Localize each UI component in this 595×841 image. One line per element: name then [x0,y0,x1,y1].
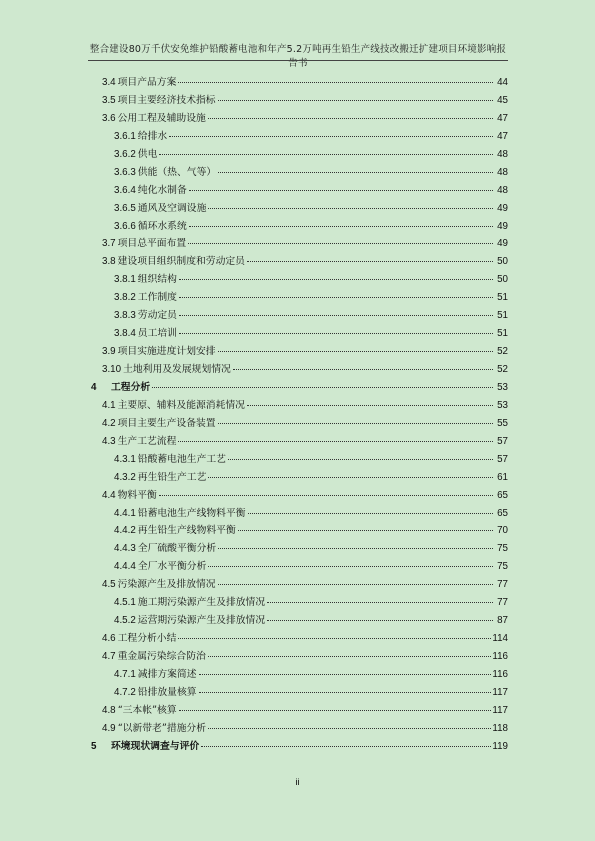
toc-entry-number: 4.3 [102,435,116,447]
table-of-contents [88,74,508,756]
toc-entry-title: 工程分析小结 [117,633,177,645]
toc-entry-number: 4.5 [102,579,116,591]
toc-entry-title: “三本帐”核算 [117,704,177,716]
toc-entry[interactable] [88,415,508,433]
toc-entry[interactable] [88,433,508,451]
toc-entry[interactable] [88,343,508,361]
dot-leader [218,100,493,101]
toc-entry-title: 土地利用及发展规划情况 [123,364,231,375]
toc-entry-number: 4.3.1 [114,453,136,465]
toc-entry-number: 3.9 [102,346,116,358]
dot-leader [248,513,493,514]
dot-leader [247,261,493,262]
toc-entry-number: 4.5.2 [114,615,136,627]
toc-entry-page: 75 [497,561,508,573]
toc-entry-title: 项目主要生产设备装置 [117,417,216,429]
toc-entry-title: 项目总平面布置 [117,238,187,250]
toc-entry[interactable] [88,379,508,397]
dot-leader [233,369,493,370]
toc-entry-page: 55 [497,417,508,429]
toc-entry-number: 4.5.1 [114,597,136,609]
toc-entry[interactable] [88,666,508,684]
toc-entry[interactable] [88,702,508,720]
dot-leader [208,477,493,478]
toc-entry-title: 工作制度 [137,292,177,304]
toc-entry-number: 3.8.3 [114,310,136,322]
toc-entry-title: 再生铅生产线物料平衡 [137,525,236,537]
toc-entry[interactable] [88,738,508,756]
dot-leader [199,674,492,675]
toc-entry-number: 3.8.4 [114,328,136,340]
toc-entry-number: 4.4.2 [114,525,136,537]
dot-leader [267,620,493,621]
dot-leader [159,154,493,155]
dot-leader [218,548,493,549]
toc-entry-title: 供能（热、气等） [137,166,217,178]
dot-leader [178,441,493,442]
running-header: 整合建设80万千伏安免维护铅酸蓄电池和年产5.2万吨再生铅生产线技改搬迁扩建项目环境影响报告书 [89,44,507,69]
toc-entry[interactable] [88,110,508,128]
dot-leader [188,243,493,244]
dot-leader [208,728,491,729]
toc-entry-number: 4.2 [102,417,116,429]
toc-entry[interactable] [88,74,508,92]
toc-entry-page: 48 [497,166,508,178]
toc-entry[interactable] [88,128,508,146]
dot-leader [208,656,492,657]
toc-entry-number: 4.1 [102,399,116,411]
toc-entry-page: 47 [497,130,508,142]
toc-entry-number: 4.8 [102,704,116,716]
toc-entry-title: 建设项目组织制度和劳动定员 [117,256,245,268]
toc-entry-number: 4.4.4 [114,561,136,573]
toc-entry-number: 4.9 [102,722,116,734]
dot-leader [247,405,493,406]
toc-entry-page: 49 [497,202,508,214]
toc-entry-page: 117 [492,704,508,716]
dot-leader [201,746,491,747]
toc-entry-number: 3.6.6 [114,220,136,232]
toc-entry[interactable] [88,648,508,666]
toc-entry-title: 循环水系统 [137,220,187,232]
toc-entry-title: 通风及空调设施 [137,202,207,214]
dot-leader [208,118,493,119]
toc-entry-number: 3.6.3 [114,166,136,178]
toc-entry[interactable] [88,307,508,325]
toc-entry-page: 116 [492,651,508,662]
toc-entry-title: 全厂硫酸平衡分析 [137,543,217,555]
toc-entry[interactable] [88,684,508,702]
dot-leader [238,530,493,531]
toc-entry[interactable] [88,92,508,110]
toc-entry-number: 3.8.1 [114,274,136,286]
toc-entry-number: 3.5 [102,94,116,106]
toc-entry-page: 48 [497,184,508,196]
toc-entry-number: 3.6 [102,112,116,124]
header-divider [88,60,508,61]
toc-entry-title: 物料平衡 [117,489,157,501]
toc-entry-title: 给排水 [137,130,168,142]
toc-entry-title: 组织结构 [137,274,177,286]
toc-entry[interactable] [88,720,508,738]
toc-entry-title: 项目实施进度计划安排 [117,346,216,358]
toc-entry-number: 4.6 [102,633,116,645]
toc-entry-title: 全厂水平衡分析 [137,561,207,573]
dot-leader [178,82,493,83]
toc-entry-page: 44 [497,77,508,88]
toc-entry[interactable] [88,235,508,253]
toc-entry-page: 57 [497,435,508,447]
toc-entry-number: 3.6.1 [114,130,136,142]
toc-entry-page: 57 [497,453,508,465]
dot-leader [179,333,493,334]
toc-entry-page: 65 [497,489,508,501]
dot-leader [179,315,493,316]
toc-entry[interactable] [88,289,508,307]
toc-entry-title: 主要原、辅料及能源消耗情况 [117,399,245,411]
toc-entry-page: 65 [497,507,508,519]
toc-entry-page: 70 [497,525,508,537]
toc-entry-page: 117 [492,686,508,698]
dot-leader [169,136,493,137]
toc-entry-number: 3.4 [102,77,116,88]
toc-entry[interactable] [88,522,508,540]
toc-entry-page: 51 [497,292,508,304]
toc-entry-number: 3.8 [102,256,116,268]
dot-leader [208,566,493,567]
dot-leader [159,495,493,496]
dot-leader [152,387,493,388]
toc-entry-page: 45 [497,94,508,106]
toc-entry-title: 供电 [137,148,158,160]
toc-entry-title: 重金属污染综合防治 [117,651,206,662]
toc-entry-title: 运营期污染源产生及排放情况 [137,615,266,627]
toc-entry-page: 61 [497,471,508,483]
toc-entry-page: 77 [497,579,508,591]
page-number: ii [295,777,300,788]
toc-entry-number: 5 [91,740,97,752]
toc-entry[interactable] [88,146,508,164]
toc-entry-page: 48 [497,148,508,160]
toc-entry-title: 纯化水制备 [137,184,187,196]
toc-entry[interactable] [88,469,508,487]
toc-entry-page: 50 [497,256,508,268]
dot-leader [218,423,493,424]
toc-entry-page: 52 [497,346,508,358]
toc-entry[interactable] [88,325,508,343]
toc-entry-number: 4.3.2 [114,471,136,483]
toc-entry-title: 工程分析 [111,381,151,393]
toc-entry-number: 4.4.3 [114,543,136,555]
dot-leader [208,208,493,209]
toc-entry-page: 77 [497,597,508,609]
toc-entry[interactable] [88,271,508,289]
dot-leader [218,584,493,585]
toc-entry[interactable] [88,361,508,379]
toc-entry[interactable] [88,451,508,469]
toc-entry-title: 施工期污染源产生及排放情况 [137,597,266,609]
toc-entry-page: 47 [497,112,508,124]
toc-entry-page: 53 [497,381,508,393]
dot-leader [218,172,493,173]
toc-entry[interactable] [88,505,508,523]
toc-entry[interactable] [88,540,508,558]
toc-entry-number: 3.6.2 [114,148,136,160]
toc-entry-title: 环境现状调查与评价 [111,740,200,752]
toc-entry[interactable] [88,612,508,630]
toc-entry[interactable] [88,200,508,218]
toc-entry[interactable] [88,630,508,648]
toc-entry[interactable] [88,576,508,594]
dot-leader [218,351,493,352]
toc-entry-page: 49 [497,220,508,232]
toc-entry-title: 铅排放量核算 [137,686,197,698]
toc-entry-title: 公用工程及辅助设施 [117,112,206,124]
dot-leader [179,279,493,280]
toc-entry[interactable] [88,218,508,236]
toc-entry-title: 员工培训 [137,328,177,340]
toc-entry[interactable] [88,164,508,182]
toc-entry-number: 4.7 [102,651,116,662]
toc-entry-number: 4.4.1 [114,507,136,519]
toc-entry-page: 52 [497,364,508,375]
toc-entry[interactable] [88,594,508,612]
toc-entry-title: 减排方案简述 [137,668,197,680]
toc-entry-title: 铅蓄电池生产线物料平衡 [137,507,246,519]
toc-entry[interactable] [88,182,508,200]
toc-entry-page: 51 [497,328,508,340]
toc-entry-page: 119 [492,740,508,752]
toc-entry-number: 4 [91,381,97,393]
dot-leader [179,710,492,711]
toc-entry-title: 污染源产生及排放情况 [117,579,216,591]
toc-entry-number: 3.7 [102,238,116,250]
toc-entry-number: 3.10 [102,364,122,375]
toc-entry-number: 4.4 [102,489,116,501]
dot-leader [199,692,492,693]
toc-entry-title: 生产工艺流程 [117,435,177,447]
dot-leader [178,638,491,639]
toc-entry-number: 4.7.1 [114,668,136,680]
dot-leader [228,459,493,460]
toc-entry-title: 项目主要经济技术指标 [117,94,216,106]
dot-leader [189,190,493,191]
toc-entry-page: 87 [497,615,508,627]
toc-entry-page: 50 [497,274,508,286]
toc-entry-title: 劳动定员 [137,310,177,322]
toc-entry[interactable] [88,397,508,415]
toc-entry-number: 3.6.4 [114,184,136,196]
toc-entry[interactable] [88,558,508,576]
toc-entry-title: 项目产品方案 [117,77,177,88]
toc-entry-title: 再生铅生产工艺 [137,471,207,483]
toc-entry-title: 铅酸蓄电池生产工艺 [137,453,226,465]
toc-entry-number: 3.8.2 [114,292,136,304]
toc-entry-page: 114 [492,633,508,645]
toc-entry-page: 49 [497,238,508,250]
toc-entry-number: 4.7.2 [114,686,136,698]
dot-leader [179,297,493,298]
toc-entry-page: 51 [497,310,508,322]
dot-leader [189,226,493,227]
toc-entry-title: “以新带老”措施分析 [117,722,207,734]
dot-leader [267,602,493,603]
toc-entry[interactable] [88,487,508,505]
toc-entry-page: 53 [497,399,508,411]
toc-entry-number: 3.6.5 [114,202,136,214]
toc-entry[interactable] [88,253,508,271]
toc-entry-page: 116 [492,668,508,680]
toc-entry-page: 118 [492,722,508,734]
toc-entry-page: 75 [497,543,508,555]
